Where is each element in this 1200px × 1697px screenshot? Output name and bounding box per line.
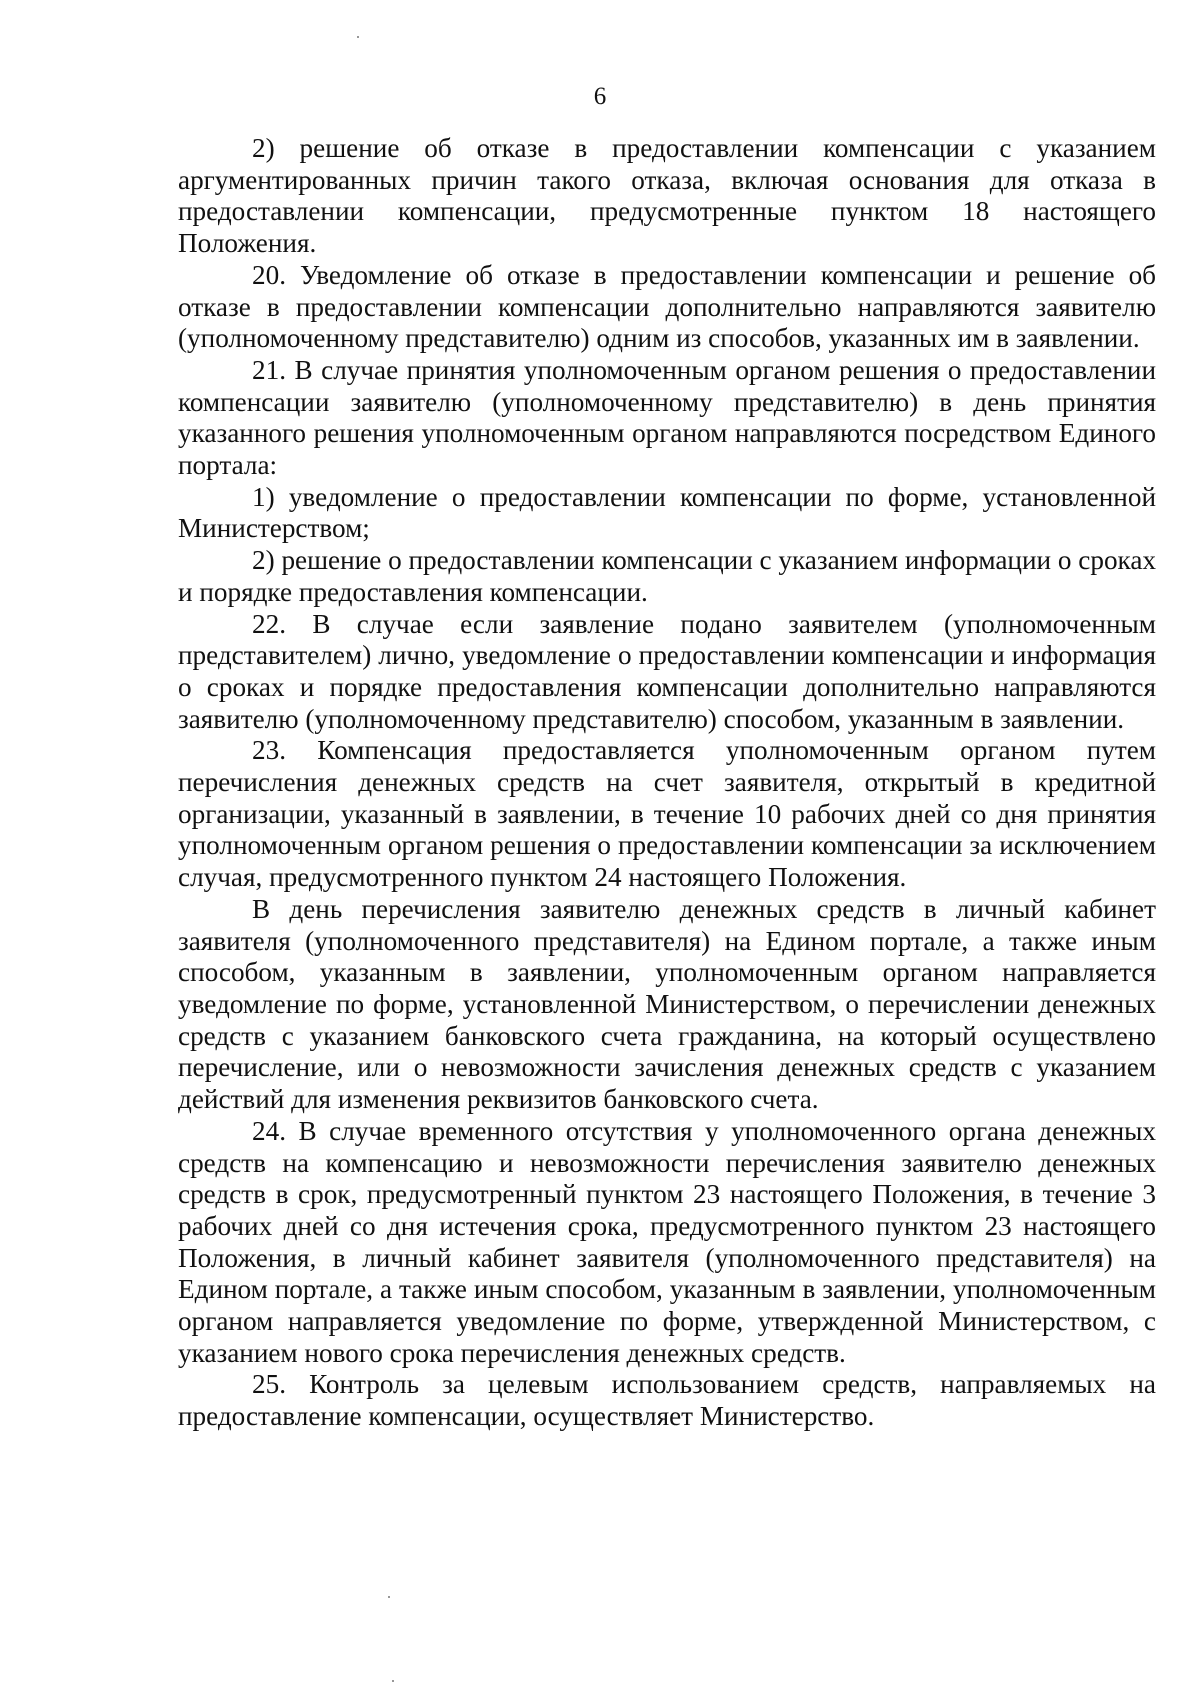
- paragraph-22: 22. В случае если заявление подано заявителем (уполномоченным представителем) лично, уведомление о предоставлении компенсации и информация о сроках и порядке предоставления компенсации дополнительно направляются заявителю (уполномоченному представителю) способом, указанным в заявлении.: [178, 608, 1156, 734]
- scan-speck: [392, 1680, 394, 1682]
- paragraph-24: 24. В случае временного отсутствия у уполномоченного органа денежных средств на компенсацию и невозможности перечисления заявителю денежных средств в срок, предусмотренный пунктом 23 настоящего Положения, в течение 3 рабочих дней со дня истечения срока, предусмотренного пунктом 23 настоящего Положения, в личный кабинет заявителя (уполномоченного представителя) на Едином портале, а также иным способом, указанным в заявлении, уполномоченным органом направляется уведомление по форме, утвержденной Министерством, с указанием нового срока перечисления денежных средств.: [178, 1115, 1156, 1368]
- paragraph-19-2: 2) решение об отказе в предоставлении компенсации с указанием аргументированных причин такого отказа, включая основания для отказа в предоставлении компенсации, предусмотренные пунктом 18 настоящего Положения.: [178, 133, 1156, 259]
- paragraph-21-1: 1) уведомление о предоставлении компенсации по форме, установленной Министерством;: [178, 481, 1156, 544]
- paragraph-25: 25. Контроль за целевым использованием средств, направляемых на предоставление компенсации, осуществляет Министерство.: [178, 1369, 1156, 1432]
- paragraph-21: 21. В случае принятия уполномоченным органом решения о предоставлении компенсации заявителю (уполномоченному представителю) в день принятия указанного решения уполномоченным органом направляются посредством Единого портала:: [178, 354, 1156, 481]
- document-body: [178, 133, 1156, 1433]
- paragraph-20: 20. Уведомление об отказе в предоставлении компенсации и решение об отказе в предоставлении компенсации дополнительно направляются заявителю (уполномоченному представителю) одним из способов, указанных им в заявлении.: [178, 259, 1156, 354]
- scan-speck: [357, 36, 359, 38]
- scan-speck: [388, 1596, 390, 1598]
- page-number: 6: [593, 83, 607, 110]
- paragraph-23-notice: В день перечисления заявителю денежных средств в личный кабинет заявителя (уполномоченного представителя) на Едином портале, а также иным способом, указанным в заявлении, уполномоченным органом направляется уведомление по форме, установленной Министерством, о перечислении денежных средств с указанием банковского счета гражданина, на который осуществлено перечисление, или о невозможности зачисления денежных средств с указанием действий для изменения реквизитов банковского счета.: [178, 893, 1156, 1115]
- paragraph-21-2: 2) решение о предоставлении компенсации с указанием информации о сроках и порядке предоставления компенсации.: [178, 545, 1156, 607]
- paragraph-23: 23. Компенсация предоставляется уполномоченным органом путем перечисления денежных средств на счет заявителя, открытый в кредитной организации, указанный в заявлении, в течение 10 рабочих дней со дня принятия уполномоченным органом решения о предоставлении компенсации за исключением случая, предусмотренного пунктом 24 настоящего Положения.: [178, 735, 1156, 893]
